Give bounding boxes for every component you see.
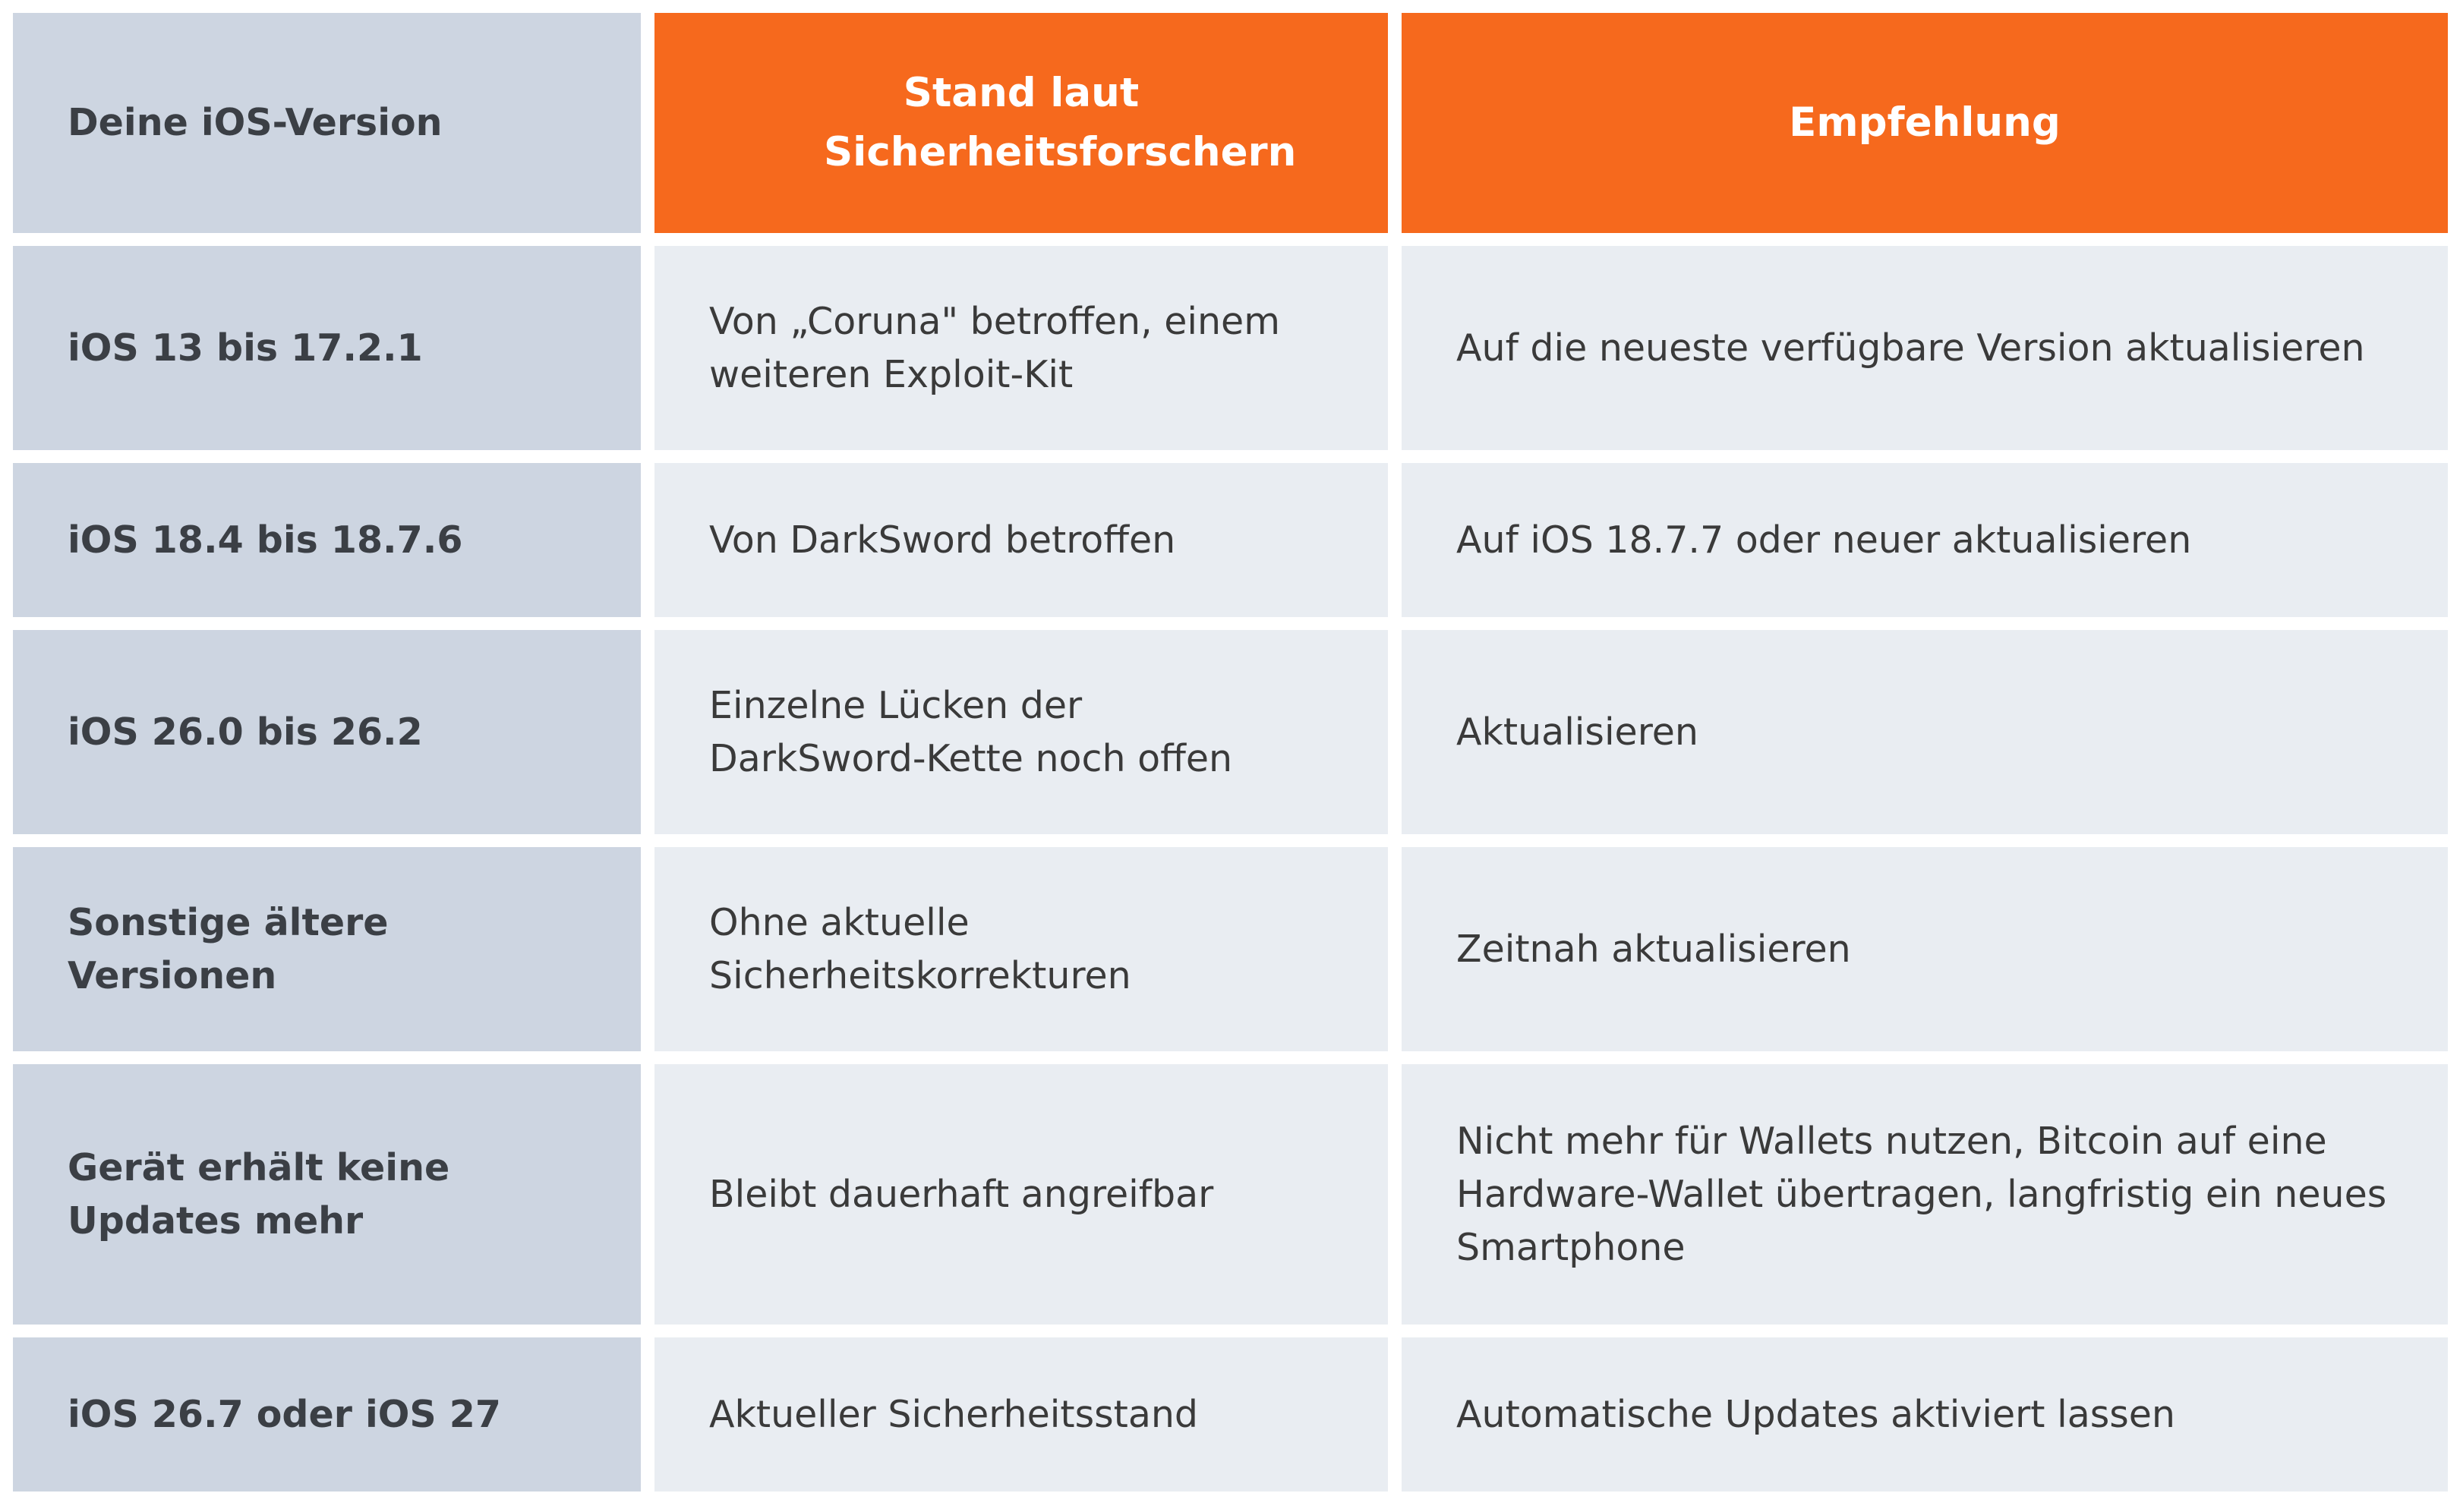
row-recommendation-cell [1402, 847, 2448, 1051]
status-text: Aktueller Sicherheitsstand [709, 1392, 1199, 1436]
row-recommendation-cell [1402, 1337, 2448, 1492]
row-recommendation-cell [1402, 246, 2448, 450]
row-status-cell [654, 463, 1388, 617]
recommendation-text: Auf die neueste verfügbare Version aktualisieren [1456, 326, 2365, 370]
version-label: iOS 26.0 bis 26.2 [68, 710, 423, 754]
row-status-cell [654, 847, 1388, 1051]
row-status-cell [654, 630, 1388, 834]
row-recommendation-cell [1402, 463, 2448, 617]
row-version-cell [13, 1337, 641, 1492]
version-label: iOS 13 bis 17.2.1 [68, 326, 423, 370]
row-recommendation-cell [1402, 630, 2448, 834]
recommendation-text: Nicht mehr für Wallets nutzen, Bitcoin auf eine Hardware-Wallet übertragen, langfristig ein neues Smartphone [1456, 1119, 2387, 1269]
header-label: Empfehlung [1789, 99, 2061, 146]
status-text: Bleibt dauerhaft angreifbar [709, 1172, 1214, 1216]
version-label: Gerät erhält keine Updates mehr [68, 1145, 450, 1243]
row-version-cell [13, 630, 641, 834]
row-version-cell [13, 1064, 641, 1325]
status-text: Ohne aktuelle Sicherheitskorrekturen [709, 900, 1131, 997]
recommendation-text: Auf iOS 18.7.7 oder neuer aktualisieren [1456, 518, 2192, 562]
recommendation-text: Aktualisieren [1456, 710, 1698, 754]
row-version-cell [13, 463, 641, 617]
row-status-cell [654, 1337, 1388, 1492]
row-recommendation-cell [1402, 1064, 2448, 1325]
header-label: Stand laut Sicherheitsforschern [824, 70, 1297, 175]
header-ios-version [13, 13, 641, 233]
row-status-cell [654, 246, 1388, 450]
header-status [654, 13, 1388, 233]
row-version-cell [13, 246, 641, 450]
version-label: iOS 18.4 bis 18.7.6 [68, 518, 463, 562]
row-status-cell [654, 1064, 1388, 1325]
version-label: iOS 26.7 oder iOS 27 [68, 1392, 501, 1436]
recommendation-text: Automatische Updates aktiviert lassen [1456, 1392, 2175, 1436]
header-label: Deine iOS-Version [68, 101, 443, 144]
status-text: Von DarkSword betroffen [709, 518, 1176, 562]
recommendation-text: Zeitnah aktualisieren [1456, 927, 1851, 971]
status-text: Einzelne Lücken der DarkSword-Kette noch offen [709, 683, 1233, 780]
row-version-cell [13, 847, 641, 1051]
version-label: Sonstige ältere Versionen [68, 900, 389, 997]
ios-security-table [13, 13, 2448, 1492]
status-text: Von „Coruna" betroffen, einem weiteren Exploit-Kit [709, 299, 1280, 396]
header-recommendation [1402, 13, 2448, 233]
